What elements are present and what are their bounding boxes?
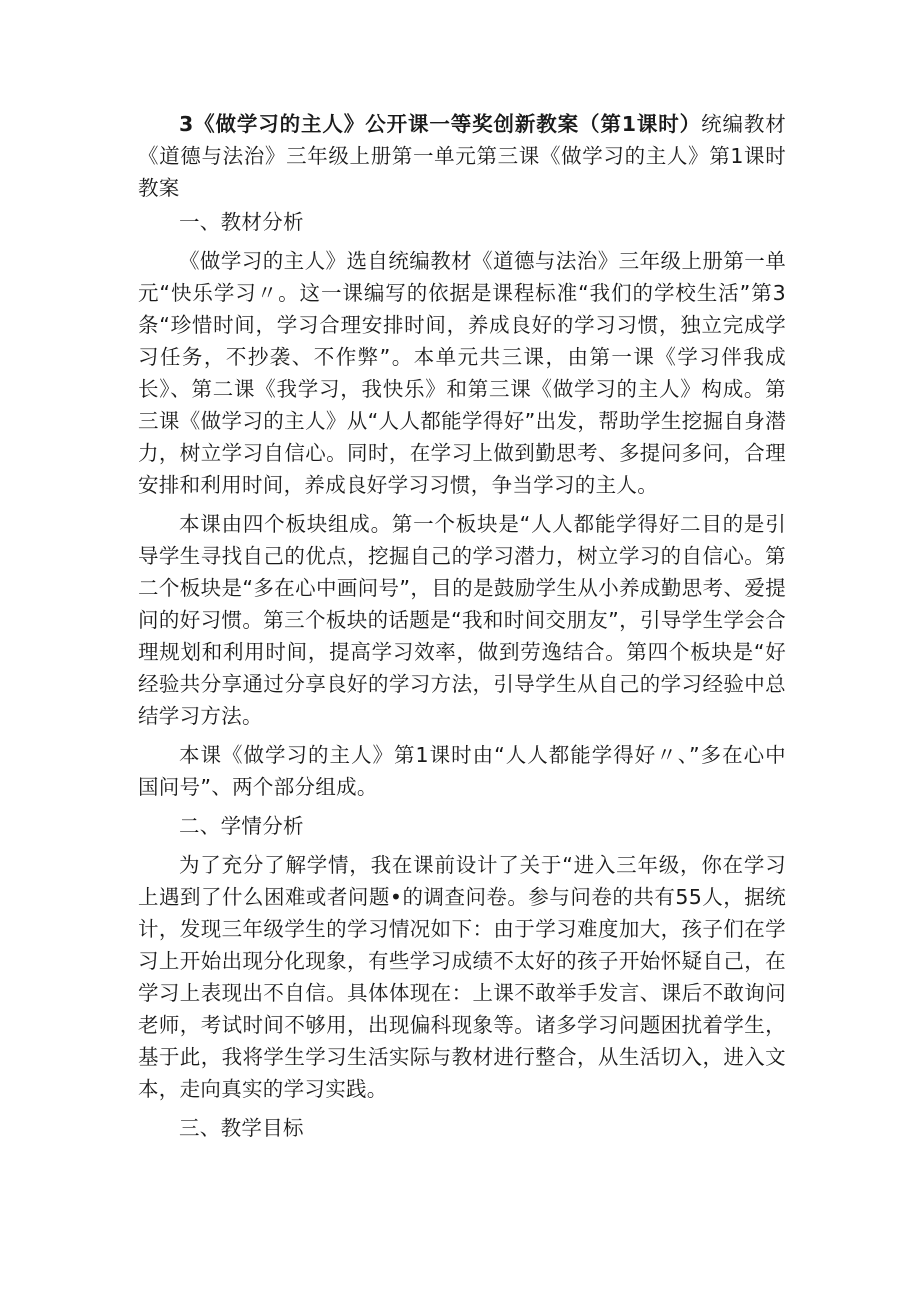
- paragraph-textbook-analysis-2: 本课由四个板块组成。第一个板块是“人人都能学得好二目的是引导学生寻找自己的优点，挖掘自己的学习潜力，树立学习的自信心。第二个板块是“多在心中画问号”，目的是鼓励学生从小养成勤思考、爱提问的好习惯。第三个板块的话题是“我和时间交朋友”，引导学生学会合理规划和利用时间，提高学习效率，做到劳逸结合。第四个板块是“好经验共分享通过分享良好的学习方法，引导学生从自己的学习经验中总结学习方法。: [138, 512, 786, 728]
- section-heading-textbook-analysis: 一、教材分析: [179, 210, 304, 234]
- paragraph-learner-analysis: 为了充分了解学情，我在课前设计了关于“进入三年级，你在学习上遇到了什么困难或者问题•的调查问卷。参与问卷的共有55人，据统计，发现三年级学生的学习情况如下：由于学习难度加大，孩子们在学习上开始出现分化现象，有些学习成绩不太好的孩子开始怀疑自己，在学习上表现出不自信。具体体现在：上课不敢举手发言、课后不敢询问老师，考试时间不够用，出现偏科现象等。诸多学习问题困扰着学生，基于此，我将学生学习生活实际与教材进行整合，从生活切入，进入文本，走向真实的学习实践。: [138, 853, 786, 1101]
- section-heading-teaching-goals: 三、教学目标: [179, 1116, 304, 1140]
- paragraph-textbook-analysis-1: 《做学习的主人》选自统编教材《道德与法治》三年级上册第一单元“快乐学习〃。这一课编写的依据是课程标准“我们的学校生活”第3条“珍惜时间，学习合理安排时间，养成良好的学习习惯，独立完成学习任务，不抄袭、不作弊”。本单元共三课，由第一课《学习伴我成长》、第二课《我学习，我快乐》和第三课《做学习的主人》构成。第三课《做学习的主人》从“人人都能学得好”出发，帮助学生挖掘自身潜力，树立学习自信心。同时，在学习上做到勤思考、多提问多问，合理安排和利用时间，养成良好学习习惯，争当学习的主人。: [138, 249, 786, 497]
- section-heading-learner-analysis: 二、学情分析: [179, 814, 304, 838]
- title-main: 3《做学习的主人》公开课一等奖创新教案（第1课时）: [179, 112, 702, 136]
- paragraph-textbook-analysis-3: 本课《做学习的主人》第1课时由“人人都能学得好〃、”多在心中国问号”、两个部分组成。: [138, 743, 786, 799]
- document-body: [138, 108, 786, 1151]
- document-title: [138, 108, 786, 204]
- title-subtitle: 统编教材《道德与法治》三年级上册第一单元第三课《做学习的主人》第1课时教案: [138, 112, 787, 200]
